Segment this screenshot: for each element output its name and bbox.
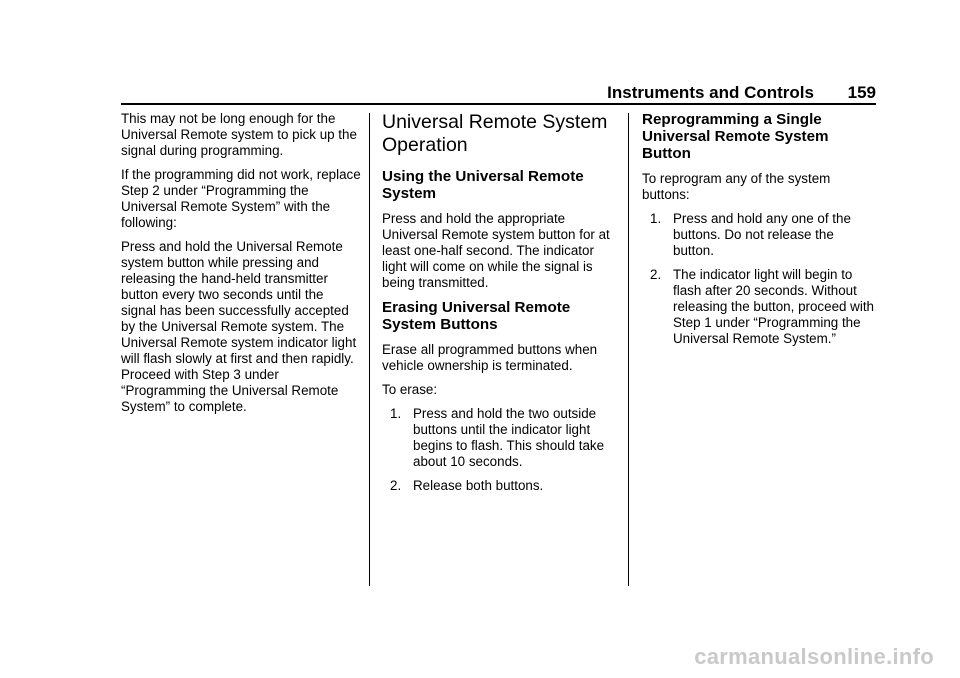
column-left <box>121 111 361 423</box>
section-heading: Universal Remote System Operation <box>382 111 608 156</box>
header-rule <box>121 103 876 105</box>
column-divider <box>628 113 629 586</box>
step-number: 1. <box>650 211 662 226</box>
erase-steps-list <box>382 406 618 494</box>
column-divider <box>369 113 370 586</box>
paragraph: Erase all programmed buttons when vehicle ownership is terminated. <box>382 342 598 373</box>
step-text: Press and hold the two outside buttons until the indicator light begins to flash. This should take about 10 seconds. <box>413 406 605 469</box>
paragraph: Press and hold the appropriate Universal Remote system button for at least one-half second. The indicator light will come on while the signal is being transmitted. <box>382 211 610 290</box>
watermark: carmanualsonline.info <box>694 644 934 669</box>
subsection-heading: Erasing Universal Remote System Buttons <box>382 299 571 333</box>
column-right <box>642 111 878 355</box>
list-item <box>642 267 878 347</box>
step-number: 1. <box>390 406 402 421</box>
paragraph: To reprogram any of the system buttons: <box>642 171 831 202</box>
step-text: Release both buttons. <box>413 478 544 493</box>
reprogram-steps-list <box>642 211 878 347</box>
list-item <box>382 406 618 470</box>
page-number: 159 <box>847 83 876 102</box>
step-number: 2. <box>390 478 402 493</box>
paragraph: If the programming did not work, replace Step 2 under “Programming the Universal Remote System” with the following: <box>121 167 361 230</box>
list-item <box>642 211 878 259</box>
paragraph: To erase: <box>382 382 438 397</box>
section-title: Instruments and Controls <box>607 83 814 102</box>
subsection-heading: Reprogramming a Single Universal Remote System Button <box>642 111 829 162</box>
step-number: 2. <box>650 267 662 282</box>
step-text: Press and hold any one of the buttons. Do not release the button. <box>673 211 851 258</box>
subsection-heading: Using the Universal Remote System <box>382 168 584 202</box>
paragraph: Press and hold the Universal Remote system button while pressing and releasing the hand-held transmitter button every two seconds until the signal has been successfully accepted by the Universal Remote system. The Universal Remote system indicator light will flash slowly at first and then rapidly. Proceed with Step 3 under “Programming the Universal Remote System” to complete. <box>121 239 357 414</box>
page-header <box>0 83 876 105</box>
paragraph: This may not be long enough for the Universal Remote system to pick up the signal during programming. <box>121 111 357 158</box>
column-middle <box>382 111 618 502</box>
list-item <box>382 478 618 494</box>
step-text: The indicator light will begin to flash after 20 seconds. Without releasing the button, proceed with Step 1 under “Programming the Universal Remote System.” <box>673 267 874 346</box>
